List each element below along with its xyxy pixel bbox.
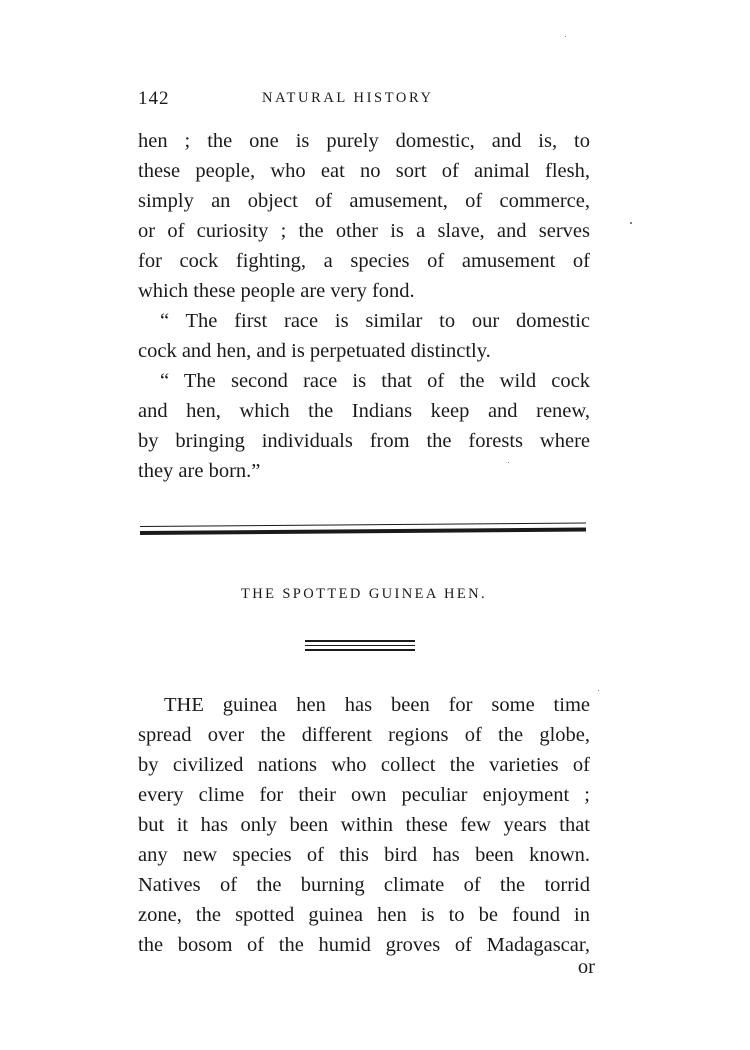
paper-speck: [565, 36, 566, 37]
text-line: any new species of this bird has been known.: [138, 844, 590, 866]
page-number: 142: [138, 88, 170, 109]
paper-speck: [508, 462, 509, 463]
section-rule-thick: [140, 527, 586, 535]
text-line: but it has only been within these few years that: [138, 814, 590, 836]
text-line: “ The second race is that of the wild cock: [160, 370, 590, 392]
paper-speck: [598, 690, 599, 691]
ornament-rule-middle: [305, 645, 415, 646]
text-line: they are born.”: [138, 460, 261, 482]
ornament-rule-top: [305, 640, 415, 642]
text-line: Natives of the burning climate of the torrid: [138, 874, 590, 896]
text-line: these people, who eat no sort of animal flesh,: [138, 160, 590, 182]
text-line: zone, the spotted guinea hen is to be found in: [138, 904, 590, 926]
text-line: every clime for their own peculiar enjoyment ;: [138, 784, 590, 806]
text-line: cock and hen, and is perpetuated distinctly.: [138, 340, 491, 362]
text-line: or of curiosity ; the other is a slave, and serves: [138, 220, 590, 242]
text-line: the bosom of the humid groves of Madagascar,: [138, 934, 590, 956]
paper-speck: [630, 222, 632, 224]
running-head: [138, 88, 590, 112]
text-line: which these people are very fond.: [138, 280, 415, 302]
section-title: THE SPOTTED GUINEA HEN.: [240, 586, 488, 602]
text-line: “ The first race is similar to our domestic: [160, 310, 590, 332]
text-line: for cock fighting, a species of amusement of: [138, 250, 590, 272]
text-line: hen ; the one is purely domestic, and is, to: [138, 130, 590, 152]
text-line: spread over the different regions of the globe,: [138, 724, 590, 746]
ornament-rule-bottom: [305, 649, 415, 651]
text-line: and hen, which the Indians keep and renew,: [138, 400, 590, 422]
text-line: by civilized nations who collect the varieties of: [138, 754, 590, 776]
section-rule-thin: [140, 522, 586, 527]
catchword: or: [577, 956, 595, 978]
text-line: by bringing individuals from the forests where: [138, 430, 590, 452]
text-line: simply an object of amusement, of commerce,: [138, 190, 590, 212]
running-title: NATURAL HISTORY: [262, 90, 434, 106]
text-line: THE guinea hen has been for some time: [164, 694, 590, 716]
